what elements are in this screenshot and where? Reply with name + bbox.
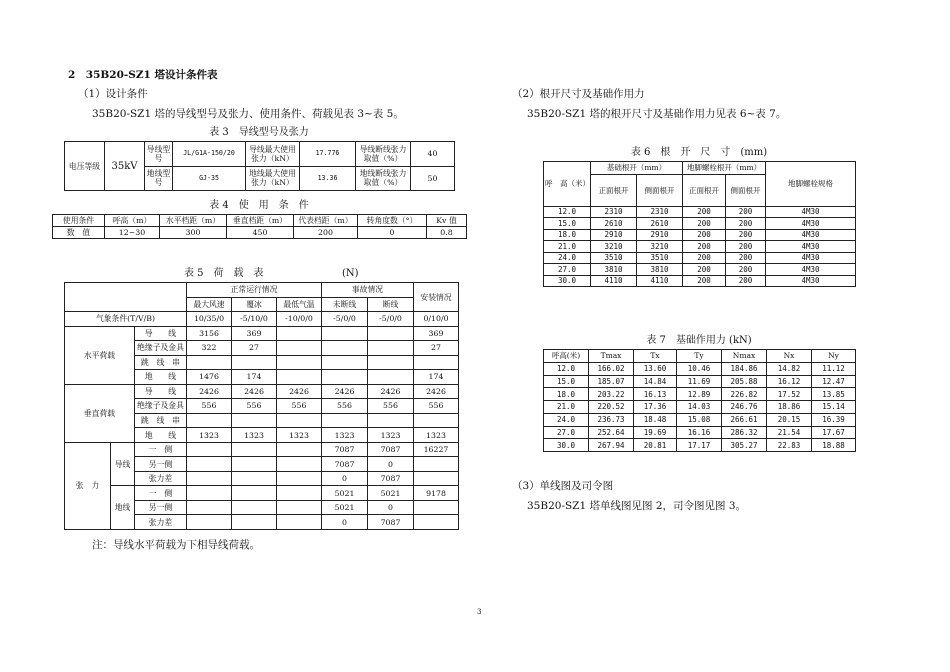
table5-row [65,384,459,399]
table7-header: Tmax [589,350,634,363]
subsection-single-line: （3）单线图及司令图 [512,480,614,492]
table7-cell: 16.39 [812,413,856,426]
table7-cell: 286.32 [722,426,767,439]
table5-cell [322,341,368,356]
table5-cell: 1323 [187,428,232,443]
table5-cell [414,515,459,530]
table5-cell: 556 [322,399,368,414]
table6-cell: 30.0 [544,275,591,286]
table4-header: 使用条件 [53,215,105,227]
table6-cell: 21.0 [544,241,591,252]
table5-cell [368,370,414,385]
tension-sub-label: 导线 [111,442,135,486]
table6-cell: 4110 [591,275,637,286]
table6-cell: 4110 [637,275,683,286]
t6-bolt-header: 地脚螺栓根开（mm） [683,162,766,175]
table5-cell [277,500,322,515]
conductor-tension-value: 17.776 [300,142,356,167]
table6-caption: 表 6 根 开 尺 寸 (mm) [630,147,768,158]
table7-cell: 20.15 [767,413,812,426]
design-conditions-paragraph: 35B20-SZ1 塔的导线型号及张力、使用条件、荷载见表 3~表 5。 [92,108,404,120]
table7-cell: 18.48 [634,413,677,426]
table7-cell: 18.88 [812,439,856,452]
table7-cell: 16.12 [767,375,812,388]
table7-header: Nmax [722,350,767,363]
ground-tension-value: 13.36 [300,166,356,191]
table5-row-label: 地 线 [135,428,187,443]
table7-cell: 15.14 [812,401,856,414]
table5-cell: 322 [187,341,232,356]
table6-cell: 2910 [637,229,683,240]
table5-cell [277,457,322,472]
table5-cell: 2426 [232,384,277,399]
table5-cell [322,370,368,385]
subcol: 断线 [368,297,414,312]
table7-row [544,388,856,401]
table5-cell [277,341,322,356]
table7-cell: 30.0 [544,439,589,452]
table7-cell: 17.36 [634,401,677,414]
table5-cell [322,326,368,341]
table5-cell: 0 [322,471,368,486]
root-opening-paragraph: 35B20-SZ1 塔的根开尺寸及基础作用力见表 6~表 7。 [527,108,787,120]
conductor-type-label: 导线型号 [145,142,173,167]
table4-cell: 数 值 [53,227,105,239]
table5-cell [414,355,459,370]
table7-cell: 12.0 [544,362,589,375]
table5-cell: 3156 [187,326,232,341]
subcol: 最大风速 [187,297,232,312]
table7-header: Nx [767,350,812,363]
table7-cell: 22.83 [767,439,812,452]
table7-row [544,426,856,439]
table7-row [544,362,856,375]
table7-cell: 13.60 [634,362,677,375]
table4-header: 呼高（m） [105,215,160,227]
table5-cell [232,457,277,472]
subsection-design-conditions: （1）设计条件 [78,88,148,100]
t6-side-header: 侧面根开 [637,174,683,206]
table5-cell: 2426 [187,384,232,399]
table5-cell [414,413,459,428]
weather-cell: 10/35/0 [187,312,232,327]
table5-row-label: 另一侧 [135,500,187,515]
table5-cell: 2426 [368,384,414,399]
t6-side2-header: 侧面根开 [726,174,766,206]
table4-cell: 12~30 [105,227,160,239]
table7-cell: 18.86 [767,401,812,414]
ground-break-label: 地线断线张力取值（%） [356,166,411,191]
table7-cell: 15.0 [544,375,589,388]
table5-cell: 369 [414,326,459,341]
table5-row-label: 导 线 [135,326,187,341]
table7-cell: 12.47 [812,375,856,388]
table5-cell [232,471,277,486]
table5-cell: 2426 [414,384,459,399]
table4-usage-conditions [52,214,467,239]
table4-cell: 200 [294,227,358,239]
table5-cell [187,355,232,370]
conductor-type-value: JL/G1A-150/20 [173,142,246,167]
table7-cell: 11.69 [677,375,722,388]
table5-cell [277,370,322,385]
table7-cell: 21.0 [544,401,589,414]
table7-cell: 14.84 [634,375,677,388]
table5-cell: 16227 [414,442,459,457]
table6-cell: 15.0 [544,218,591,229]
table4-header: 水平档距（m） [160,215,227,227]
table6-cell: 4M30 [766,229,856,240]
table6-cell: 24.0 [544,252,591,263]
table5-cell [277,515,322,530]
table5-cell: 1323 [322,428,368,443]
table5-cell [187,471,232,486]
table7-cell: 220.52 [589,401,634,414]
table7-cell: 16.16 [677,426,722,439]
table5-cell: 2426 [322,384,368,399]
table7-row [544,401,856,414]
page-number: 3 [477,608,482,616]
table5-cell: 7087 [322,457,368,472]
table5-row [65,326,459,341]
table5-cell [232,515,277,530]
table5-cell: 1323 [368,428,414,443]
table3-conductor-types [64,141,455,191]
table5-cell: 5021 [368,486,414,501]
tension-label: 张 力 [65,442,111,529]
table7-cell: 166.02 [589,362,634,375]
table4-header: Kv 值 [427,215,467,227]
table5-cell [277,471,322,486]
group-accident: 事故情况 [322,283,414,298]
table5-cell [414,457,459,472]
table7-cell: 16.13 [634,388,677,401]
table7-cell: 185.07 [589,375,634,388]
table6-root-opening [543,161,856,287]
table5-cell [277,355,322,370]
col-install: 安装情况 [414,283,459,312]
table6-cell: 3510 [637,252,683,263]
table5-row [65,442,459,457]
subsection-root-opening: （2）根开尺寸及基础作用力 [512,88,645,100]
table5-row-label: 导 线 [135,384,187,399]
table5-cell: 27 [414,341,459,356]
table5-group-label: 水平荷载 [65,326,135,384]
table5-cell [187,457,232,472]
table6-cell: 3810 [591,264,637,275]
table5-cell: 0 [322,515,368,530]
table7-header: Ty [677,350,722,363]
tension-sub-label: 地线 [111,486,135,530]
section-heading: 2 35B20-SZ1 塔设计条件表 [68,69,218,81]
table5-cell: 7087 [322,442,368,457]
table5-cell [232,486,277,501]
table7-cell: 13.85 [812,388,856,401]
subcol: 覆冰 [232,297,277,312]
table5-cell [414,471,459,486]
table5-cell: 5021 [322,500,368,515]
table4-header: 垂直档距（m） [227,215,294,227]
table7-row [544,439,856,452]
t6-front2-header: 正面根开 [683,174,726,206]
table5-cell [232,500,277,515]
voltage-label: 电压等级 [65,142,105,191]
weather-label: 气象条件(T/V/B) [65,312,187,327]
table7-cell: 252.64 [589,426,634,439]
table7-caption: 表 7 基础作用力 (kN) [646,335,752,346]
table5-cell [322,413,368,428]
table7-cell: 236.73 [589,413,634,426]
table7-cell: 12.89 [677,388,722,401]
table5-cell: 1323 [277,428,322,443]
table6-cell: 2910 [591,229,637,240]
conductor-break-value: 40 [411,142,455,167]
table5-cell: 0 [368,457,414,472]
table6-cell: 4M30 [766,252,856,263]
table6-cell: 3210 [591,241,637,252]
table7-cell: 17.17 [677,439,722,452]
table5-cell [232,413,277,428]
table5-row-label: 一 侧 [135,486,187,501]
table5-cell [187,500,232,515]
table4-caption: 表 4 使 用 条 件 [209,200,309,211]
table6-row [544,229,856,240]
table6-cell: 3510 [591,252,637,263]
table5-row-label: 绝缘子及金具 [135,341,187,356]
table6-row [544,252,856,263]
table5-cell [187,486,232,501]
table5-cell: 27 [232,341,277,356]
table5-cell: 556 [187,399,232,414]
table5-cell [187,413,232,428]
table5-cell: 7087 [368,471,414,486]
table5-cell [277,442,322,457]
table7-cell: 184.86 [722,362,767,375]
table6-cell: 12.0 [544,206,591,217]
table5-cell: 556 [277,399,322,414]
subcol: 未断线 [322,297,368,312]
table6-cell: 200 [726,206,766,217]
table5-cell [277,486,322,501]
table5-cell: 0 [368,500,414,515]
table7-cell: 21.54 [767,426,812,439]
table5-row-label: 跳 线 串 [135,413,187,428]
table5-unit: (N) [342,268,359,279]
weather-cell: -5/10/0 [232,312,277,327]
table5-group-label: 垂直荷载 [65,384,135,442]
table7-cell: 205.88 [722,375,767,388]
table5-cell: 1323 [232,428,277,443]
table7-cell: 20.81 [634,439,677,452]
table6-cell: 2310 [637,206,683,217]
table5-cell: 174 [232,370,277,385]
table7-cell: 27.0 [544,426,589,439]
table5-cell: 1323 [414,428,459,443]
table5-cell: 174 [414,370,459,385]
table5-cell: 7087 [368,442,414,457]
table4-header: 代表档距（m） [294,215,358,227]
table6-cell: 2310 [591,206,637,217]
table7-header: Ny [812,350,856,363]
t6-height-header: 呼 高（米） [544,162,591,207]
table7-header: Tx [634,350,677,363]
table5-cell [232,355,277,370]
table6-cell: 200 [726,275,766,286]
table5-loads [64,282,459,530]
table7-cell: 15.08 [677,413,722,426]
table6-cell: 200 [726,264,766,275]
table7-header-row [544,350,856,363]
table6-cell: 18.0 [544,229,591,240]
table7-cell: 305.27 [722,439,767,452]
table7-cell: 226.82 [722,388,767,401]
table7-cell: 18.0 [544,388,589,401]
table7-cell: 11.12 [812,362,856,375]
table5-cell: 9178 [414,486,459,501]
table5-cell: 5021 [322,486,368,501]
table7-cell: 14.82 [767,362,812,375]
t6-front-header: 正面根开 [591,174,637,206]
table7-cell: 14.03 [677,401,722,414]
table4-header: 转角度数（°） [358,215,427,227]
table5-row-label: 张力差 [135,471,187,486]
table6-cell: 27.0 [544,264,591,275]
table6-cell: 200 [726,252,766,263]
table5-cell: 556 [232,399,277,414]
ground-type-label: 地线型号 [145,166,173,191]
table7-cell: 266.61 [722,413,767,426]
ground-break-value: 50 [411,166,455,191]
ground-tension-label: 地线最大使用张力（kN） [246,166,300,191]
table5-cell [414,500,459,515]
table6-row [544,206,856,217]
table5-cell [368,413,414,428]
table6-cell: 200 [683,275,726,286]
table4-cell: 0 [358,227,427,239]
weather-cell: -10/0/0 [277,312,322,327]
table6-cell: 200 [726,241,766,252]
conductor-tension-label: 导线最大使用张力（kN） [246,142,300,167]
table5-cell: 369 [232,326,277,341]
weather-cell: -5/0/0 [322,312,368,327]
table5-cell: 556 [368,399,414,414]
table5-cell [322,355,368,370]
ground-type-value: GJ-35 [173,166,246,191]
table4-cell: 0.8 [427,227,467,239]
table5-row [65,486,459,501]
table7-row [544,375,856,388]
table5-cell [368,355,414,370]
conductor-break-label: 导线断线张力取值（%） [356,142,411,167]
table6-cell: 4M30 [766,275,856,286]
table7-cell: 203.22 [589,388,634,401]
table4-cell: 450 [227,227,294,239]
table5-cell [368,341,414,356]
weather-cell: 0/10/0 [414,312,459,327]
weather-cell: -5/0/0 [368,312,414,327]
table6-cell: 200 [726,218,766,229]
table6-cell: 200 [683,241,726,252]
table5-cell [187,442,232,457]
table5-cell [277,326,322,341]
single-line-paragraph: 35B20-SZ1 塔单线图见图 2，司令图见图 3。 [527,500,747,512]
table6-cell: 200 [726,229,766,240]
table6-cell: 4M30 [766,264,856,275]
table6-cell: 2610 [591,218,637,229]
table5-row-label: 张力差 [135,515,187,530]
table5-cell [232,442,277,457]
table7-cell: 267.94 [589,439,634,452]
table7-cell: 24.0 [544,413,589,426]
table5-row-label: 另一侧 [135,457,187,472]
table6-row [544,264,856,275]
table5-cell [187,515,232,530]
table3-caption: 表 3 导线型号及张力 [209,127,309,138]
table6-cell: 200 [683,264,726,275]
table4-cell: 300 [160,227,227,239]
table5-cell [368,326,414,341]
table5-cell: 556 [414,399,459,414]
table5-cell: 1476 [187,370,232,385]
table6-cell: 200 [683,218,726,229]
subcol: 最低气温 [277,297,322,312]
table6-row [544,241,856,252]
table7-row [544,413,856,426]
table6-cell: 2610 [637,218,683,229]
table6-cell: 200 [683,252,726,263]
table6-cell: 3810 [637,264,683,275]
voltage-value: 35kV [105,142,145,191]
table7-cell: 17.52 [767,388,812,401]
group-normal: 正常运行情况 [187,283,322,298]
table7-cell: 17.67 [812,426,856,439]
table6-cell: 4M30 [766,218,856,229]
table6-cell: 200 [683,206,726,217]
table7-cell: 19.69 [634,426,677,439]
table5-row-label: 一 侧 [135,442,187,457]
table7-cell: 10.46 [677,362,722,375]
table5-note: 注：导线水平荷载为下相导线荷载。 [92,539,260,551]
t6-spec-header: 地脚螺栓规格 [766,162,856,207]
table6-row [544,275,856,286]
table5-corner [65,283,187,312]
table6-cell: 4M30 [766,206,856,217]
table6-cell: 200 [683,229,726,240]
t6-base-header: 基础根开（mm） [591,162,683,175]
table7-foundation-forces [543,349,856,452]
table5-cell [277,413,322,428]
table7-header: 呼高(米) [544,350,589,363]
table6-cell: 3210 [637,241,683,252]
table5-cell: 2426 [277,384,322,399]
table5-row-label: 跳 线 串 [135,355,187,370]
table6-cell: 4M30 [766,241,856,252]
table5-row-label: 绝缘子及金具 [135,399,187,414]
table5-row-label: 地 线 [135,370,187,385]
table7-cell: 246.76 [722,401,767,414]
table5-caption: 表 5 荷 载 表 [184,268,264,279]
table5-cell: 7087 [368,515,414,530]
table6-row [544,218,856,229]
